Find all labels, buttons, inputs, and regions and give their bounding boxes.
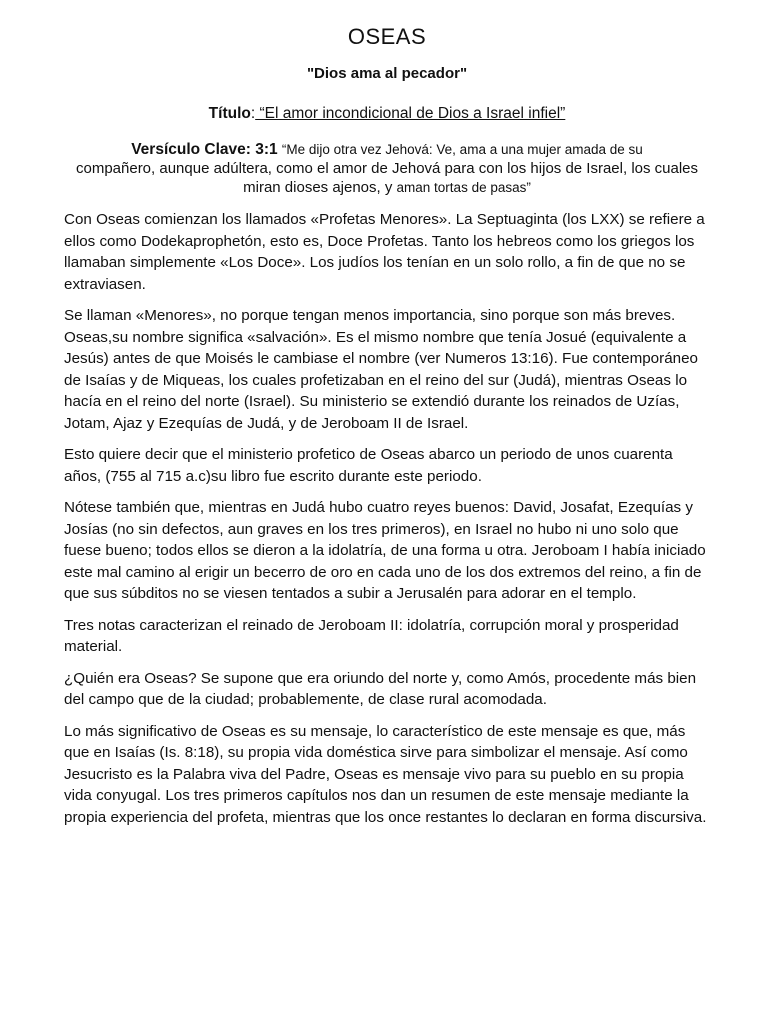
paragraph: Lo más significativo de Oseas es su mensaje, lo característico de este mensaje es que, más que en Isaías (Is. 8:18), su propia vida doméstica sirve para simbolizar el mensaje. Así como Jesucristo es la Palabra viva del Padre, Oseas es mensaje vivo para su pueblo en su propia vida conyugal. Los tres primeros capítulos nos dan un resumen de este mensaje mediante la propia experiencia del profeta, mientras que los once restantes lo declaran en forma discursiva.: [64, 722, 707, 826]
paragraph: Con Oseas comienzan los llamados «Profetas Menores». La Septuaginta (los LXX) se refiere a ellos como Dodekaprophetón, esto es, Doce Profetas. Tanto los hebreos como los griegos los llamaban simplemente «Los Doce». Los judíos los tenían en un solo rollo, a fin de que no se extraviasen.: [64, 211, 705, 293]
key-verse-quote-end: aman tortas de pasas”: [396, 180, 531, 195]
paragraph: Nótese también que, mientras en Judá hubo cuatro reyes buenos: David, Josafat, Ezequías y Josías (no sin defectos, aun graves en los tres primeros), en Israel no hubo ni uno solo que fuese bueno; todos ellos se dieron a la idolatría, de una forma u otra. Jeroboam I había iniciado este mal camino al erigir un becerro de oro en cada uno de los dos extremos del reino, a fin de que sus súbditos no se viesen tentados a subir a Jerusalén para adorar en el templo.: [64, 499, 706, 602]
heading-separator: :: [250, 105, 256, 122]
key-verse-quote-start: “Me dijo otra vez Jehová: Ve, ama a una mujer amada de su: [281, 142, 643, 157]
paragraph: Esto quiere decir que el ministerio profetico de Oseas abarco un periodo de unos cuarenta años, (755 al 715 a.c)su libro fue escrito durante este periodo.: [64, 446, 673, 485]
key-verse: [64, 140, 710, 197]
document-heading: [64, 104, 710, 124]
document-subtitle: "Dios ama al pecador": [306, 65, 468, 82]
paragraph: Se llaman «Menores», no porque tengan menos importancia, sino porque son más breves. Oseas,su nombre significa «salvación». Es el mismo nombre que tenía Josué (equivalente a Jesús) antes de que Moisés le cambiase el nombre (ver Numeros 13:16). Fue contemporáneo de Isaías y de Miqueas, los cuales profetizaban en el reino del sur (Judá), mientras Oseas lo hacía en el reino del norte (Israel). Su ministerio se extendió durante los reinados de Uzías, Jotam, Ajaz y Ezequías de Judá, y de Jeroboam II de Israel.: [64, 307, 698, 432]
paragraph: ¿Quién era Oseas? Se supone que era oriundo del norte y, como Amós, procedente más bien del campo que de la ciudad; probablemente, de clase rural acomodada.: [64, 669, 697, 708]
heading-value: “El amor incondicional de Dios a Israel infiel”: [255, 105, 566, 122]
document-title: OSEAS: [347, 24, 427, 49]
heading-label: Título: [208, 105, 251, 122]
paragraph: Tres notas caracterizan el reinado de Jeroboam II: idolatría, corrupción moral y prosperidad material.: [64, 616, 679, 655]
key-verse-text: compañero, aunque adúltera, como el amor de Jehová para con los hijos de Israel, los cuales miran dioses ajenos, y: [75, 160, 699, 196]
key-verse-label: Versículo Clave: 3:1: [131, 141, 278, 158]
document-body: [64, 209, 710, 828]
